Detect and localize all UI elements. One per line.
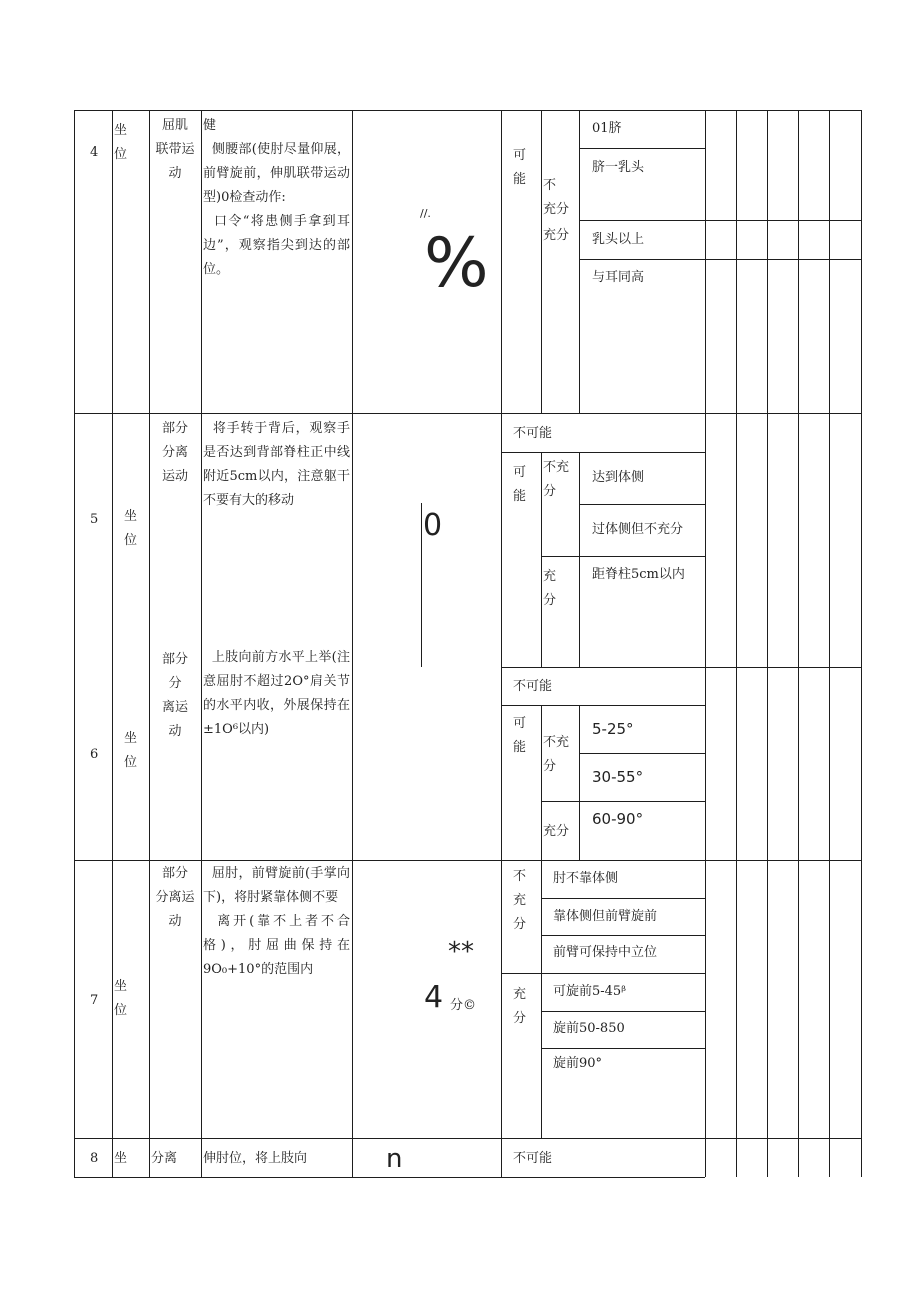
row7-number: 7: [90, 993, 99, 1008]
row7-figure-number: 4: [424, 980, 444, 1015]
row7-outcome-5: 旋前50-850: [553, 1021, 625, 1036]
col-posture: [149, 110, 150, 1177]
row6-outcome-2: 30-55°: [592, 768, 644, 786]
rule-r6-d: [541, 801, 705, 802]
rule-r5-a: [501, 452, 705, 453]
col-figure: [501, 110, 502, 1177]
row4-outcome-3: 乳头以上: [592, 232, 645, 247]
rule-row7: [74, 860, 862, 861]
col-outcome: [705, 110, 706, 1177]
row8-impossible: 不可能: [513, 1151, 553, 1166]
row4-procedure: 健 侧腰部(使肘尽量仰展，前臂旋前，伸肌联带运动型)0检查动作: 口令“将患侧手拿到耳边”，观察指尖到达的部位。: [203, 118, 350, 277]
col-possible-r4: [541, 110, 542, 413]
row5-outcome-3: 距脊柱5cm以内: [592, 567, 685, 582]
row6-posture: 坐 位: [124, 731, 138, 770]
row7-procedure: 屈肘，前臂旋前(手掌向下)，将肘紧靠体侧不要 离开(靠不上者不合格)，肘屈曲保持在9O₀+10°的范围内: [203, 866, 351, 977]
row5-movement: 部分 分离 运动: [161, 421, 188, 484]
rule-r6-c: [579, 753, 705, 754]
row5-possible: 可 能: [513, 465, 527, 504]
col-score-5: [861, 110, 862, 1177]
row8-posture: 坐: [114, 1151, 128, 1166]
row8-movement: 分离: [151, 1151, 178, 1166]
figure-bar: [421, 503, 422, 667]
row4-outcome-1: 01脐: [592, 121, 622, 136]
row5-number: 5: [90, 512, 99, 527]
row4-outcome-2: 脐一乳头: [592, 160, 645, 175]
col-no: [112, 110, 113, 1177]
rule-r5-c: [541, 556, 705, 557]
rule-r6-b: [501, 705, 705, 706]
row5-insufficient: 不充 分: [543, 460, 570, 499]
rule-r5-b: [579, 504, 705, 505]
rule-r7-e: [541, 1048, 705, 1049]
col-score-1: [736, 110, 737, 1177]
rule-r7-d: [541, 1011, 705, 1012]
row8-procedure: 伸肘位，将上肢向: [203, 1151, 308, 1166]
rule-score-a: [705, 259, 862, 260]
col-score-4: [829, 110, 830, 1177]
row6-insufficient: 不充 分: [543, 735, 570, 774]
row5-outcome-1: 达到体侧: [592, 470, 645, 485]
row6-outcome-1: 5-25°: [592, 720, 634, 738]
rule-row8: [74, 1138, 862, 1139]
col-score-3: [798, 110, 799, 1177]
rule-score-b: [705, 667, 862, 668]
row8-number: 8: [90, 1151, 99, 1166]
col-possible-r5: [541, 452, 542, 667]
row5-sufficient: 充 分: [543, 569, 557, 608]
rule-r4-b: [579, 220, 862, 221]
rule-r7-a: [541, 898, 705, 899]
row5-posture: 坐 位: [124, 509, 138, 548]
row4-posture: 坐 位: [114, 123, 128, 162]
row4-figure-symbol: %: [424, 224, 489, 303]
row4-outcome-4: 与耳同高: [592, 270, 645, 285]
row5-outcome-2: 过体侧但不充分: [592, 522, 684, 537]
row7-sufficient: 充 分: [513, 987, 527, 1026]
row6-outcome-3: 60-90°: [592, 810, 644, 828]
row7-insufficient: 不 充 分: [513, 869, 527, 932]
rule-top: [74, 110, 862, 111]
rule-r7-b: [541, 935, 705, 936]
col-possible-r7: [541, 860, 542, 1138]
row6-possible: 可 能: [513, 716, 527, 755]
col-movement: [201, 110, 202, 1177]
row4-sufficient: 充分: [543, 228, 570, 243]
row5-impossible: 不可能: [513, 426, 553, 441]
row7-outcome-6: 旋前90°: [553, 1056, 603, 1071]
rule-r7-c: [501, 973, 705, 974]
row7-movement: 部分 分离运 动: [155, 866, 195, 929]
row7-outcome-4: 可旋前5-45ᵝ: [553, 984, 626, 999]
col-score-2: [767, 110, 768, 1177]
row8-figure-symbol: n: [386, 1144, 403, 1174]
row7-outcome-2: 靠体侧但前臂旋前: [553, 909, 658, 924]
row7-figure-unit: 分©: [450, 998, 477, 1013]
rule-r6-a: [501, 667, 705, 668]
col-level-r4: [579, 110, 580, 413]
row4-possible: 可 能: [513, 148, 527, 187]
col-level-r5: [579, 452, 580, 667]
col-left: [74, 110, 75, 1177]
rule-row5: [74, 413, 862, 414]
row6-movement: 部分 分 离运 动: [161, 652, 188, 739]
col-level-r6: [579, 705, 580, 860]
rule-r4-a: [579, 148, 705, 149]
row5-procedure: 将手转于背后，观察手是否达到背部脊柱正中线附近5cm以内，注意躯干不要有大的移动: [203, 421, 350, 508]
row7-figure-top: **: [448, 937, 474, 967]
row6-procedure: 上肢向前方水平上举(注意屈肘不超过2O°肩关节的水平内收，外展保持在±1O⁶以内): [203, 650, 350, 737]
row6-number: 6: [90, 747, 99, 762]
row6-impossible: 不可能: [513, 679, 553, 694]
col-possible-r6: [541, 705, 542, 860]
col-procedure: [352, 110, 353, 1177]
row5-figure-symbol: 0: [423, 508, 443, 543]
row4-movement: 屈肌 联带运 动: [155, 118, 195, 181]
row4-insufficient: 不 充分: [543, 178, 570, 217]
row7-outcome-3: 前臂可保持中立位: [553, 945, 658, 960]
rule-r4-c: [579, 259, 705, 260]
row6-sufficient: 充分: [543, 824, 570, 839]
row4-number: 4: [90, 145, 99, 160]
row7-outcome-1: 肘不靠体侧: [553, 871, 619, 886]
row7-posture: 坐 位: [114, 979, 128, 1018]
row4-figure-caption: //.: [420, 207, 431, 220]
rule-bottom: [74, 1177, 705, 1178]
